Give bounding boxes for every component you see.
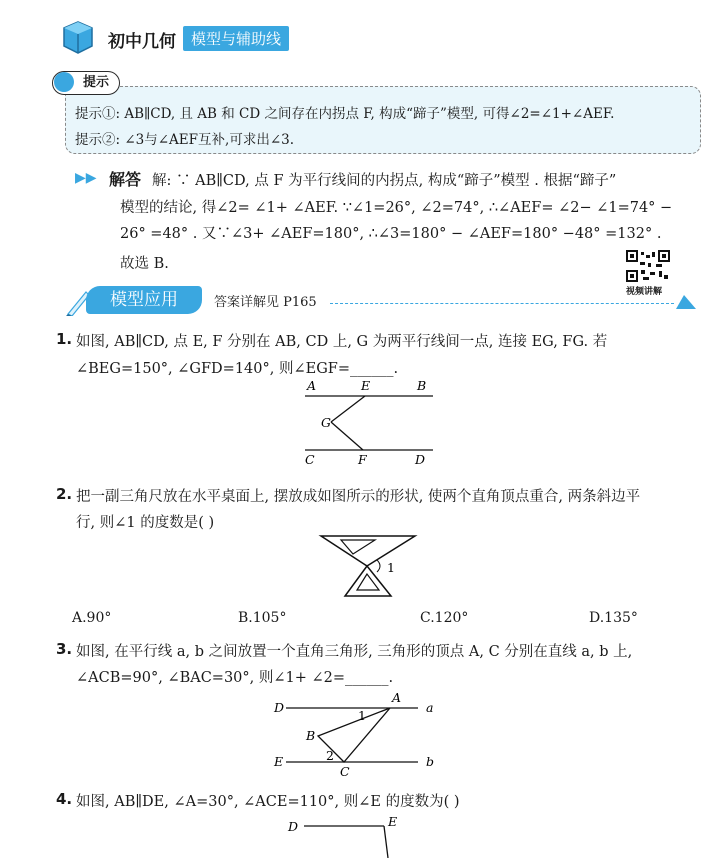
qr-code-icon bbox=[626, 250, 670, 286]
label-a: a bbox=[426, 700, 434, 715]
question-number: 3. bbox=[56, 640, 73, 658]
option-d[interactable]: D.135° bbox=[589, 610, 638, 626]
section-title: 模型应用 bbox=[86, 286, 202, 314]
label-A: A bbox=[392, 690, 402, 705]
label-D: D bbox=[415, 452, 426, 467]
hint-line-1: 提示①: AB∥CD, 且 AB 和 CD 之间存在内拐点 F, 构成“蹄子”模型, 可得∠2=∠1+∠AEF. bbox=[75, 106, 615, 122]
lightbulb-icon bbox=[54, 72, 74, 92]
label-F: F bbox=[358, 452, 367, 467]
label-angle-2: 2 bbox=[326, 748, 334, 763]
answer-reference: 答案详解见 P165 bbox=[214, 295, 317, 310]
question-number: 2. bbox=[56, 485, 73, 503]
double-arrow-icon: ▶▶ bbox=[75, 170, 97, 186]
label-angle-1: 1 bbox=[387, 560, 395, 575]
label-b: b bbox=[426, 754, 435, 769]
figure-q4 bbox=[284, 812, 414, 858]
question-number: 4. bbox=[56, 790, 73, 808]
question-number: 1. bbox=[56, 330, 73, 348]
option-c[interactable]: C.120° bbox=[420, 610, 469, 626]
section-divider bbox=[330, 303, 674, 304]
question-text: ∠BEG=150°, ∠GFD=140°, 则∠EGF=______. bbox=[76, 361, 399, 377]
question-text: 如图, AB∥CD, 点 E, F 分别在 AB, CD 上, G 为两平行线间一点, 连接 EG, FG. 若 bbox=[76, 334, 608, 350]
label-A: A bbox=[307, 378, 317, 393]
cube-logo-icon bbox=[58, 18, 96, 60]
label-E: E bbox=[274, 754, 284, 769]
option-b[interactable]: B.105° bbox=[238, 610, 287, 626]
question-text: 行, 则∠1 的度数是( ) bbox=[76, 515, 215, 531]
question-text: 把一副三角尺放在水平桌面上, 摆放成如图所示的形状, 使两个直角顶点重合, 两条斜边平 bbox=[76, 489, 641, 505]
figure-q3 bbox=[272, 690, 442, 780]
option-a[interactable]: A.90° bbox=[72, 610, 112, 626]
answer-line-1: 解: ∵ AB∥CD, 点 F 为平行线间的内拐点, 构成“蹄子”模型 . 根据“蹄子” bbox=[152, 173, 617, 189]
question-text: 如图, AB∥DE, ∠A=30°, ∠ACE=110°, 则∠E 的度数为( ) bbox=[76, 794, 460, 810]
qr-caption: 视频讲解 bbox=[626, 287, 663, 297]
question-text: ∠ACB=90°, ∠BAC=30°, 则∠1+ ∠2=______. bbox=[76, 670, 394, 686]
figure-q1 bbox=[295, 378, 445, 470]
answer-line-2: 模型的结论, 得∠2= ∠1+ ∠AEF. ∵∠1=26°, ∠2=74°, ∴∠AEF= ∠2− ∠1=74° − bbox=[120, 200, 673, 216]
answer-line-4: 故选 B. bbox=[120, 256, 169, 272]
hint-line-2: 提示②: ∠3与∠AEF互补,可求出∠3. bbox=[75, 132, 295, 148]
label-G: G bbox=[321, 415, 331, 430]
answer-label: 解答 bbox=[109, 170, 142, 189]
label-B: B bbox=[306, 728, 316, 743]
label-E: E bbox=[361, 378, 371, 393]
chapter-badge: 模型与辅助线 bbox=[183, 26, 289, 51]
label-angle-1: 1 bbox=[358, 708, 366, 723]
label-C: C bbox=[305, 452, 315, 467]
label-C: C bbox=[340, 764, 350, 779]
hint-tab: 提示 bbox=[52, 71, 120, 95]
label-E: E bbox=[388, 814, 398, 829]
question-text: 如图, 在平行线 a, b 之间放置一个直角三角形, 三角形的顶点 A, C 分别在直线 a, b 上, bbox=[76, 644, 633, 660]
answer-line-3: 26° =48° . 又∵∠3+ ∠AEF=180°, ∴∠3=180° − ∠AEF=180° −48° =132° . bbox=[120, 226, 662, 242]
figure-q2 bbox=[315, 530, 425, 602]
arrow-right-icon bbox=[676, 294, 696, 313]
label-D: D bbox=[274, 700, 285, 715]
label-D: D bbox=[288, 819, 299, 834]
page-header-title: 初中几何 bbox=[108, 32, 176, 52]
label-B: B bbox=[417, 378, 427, 393]
